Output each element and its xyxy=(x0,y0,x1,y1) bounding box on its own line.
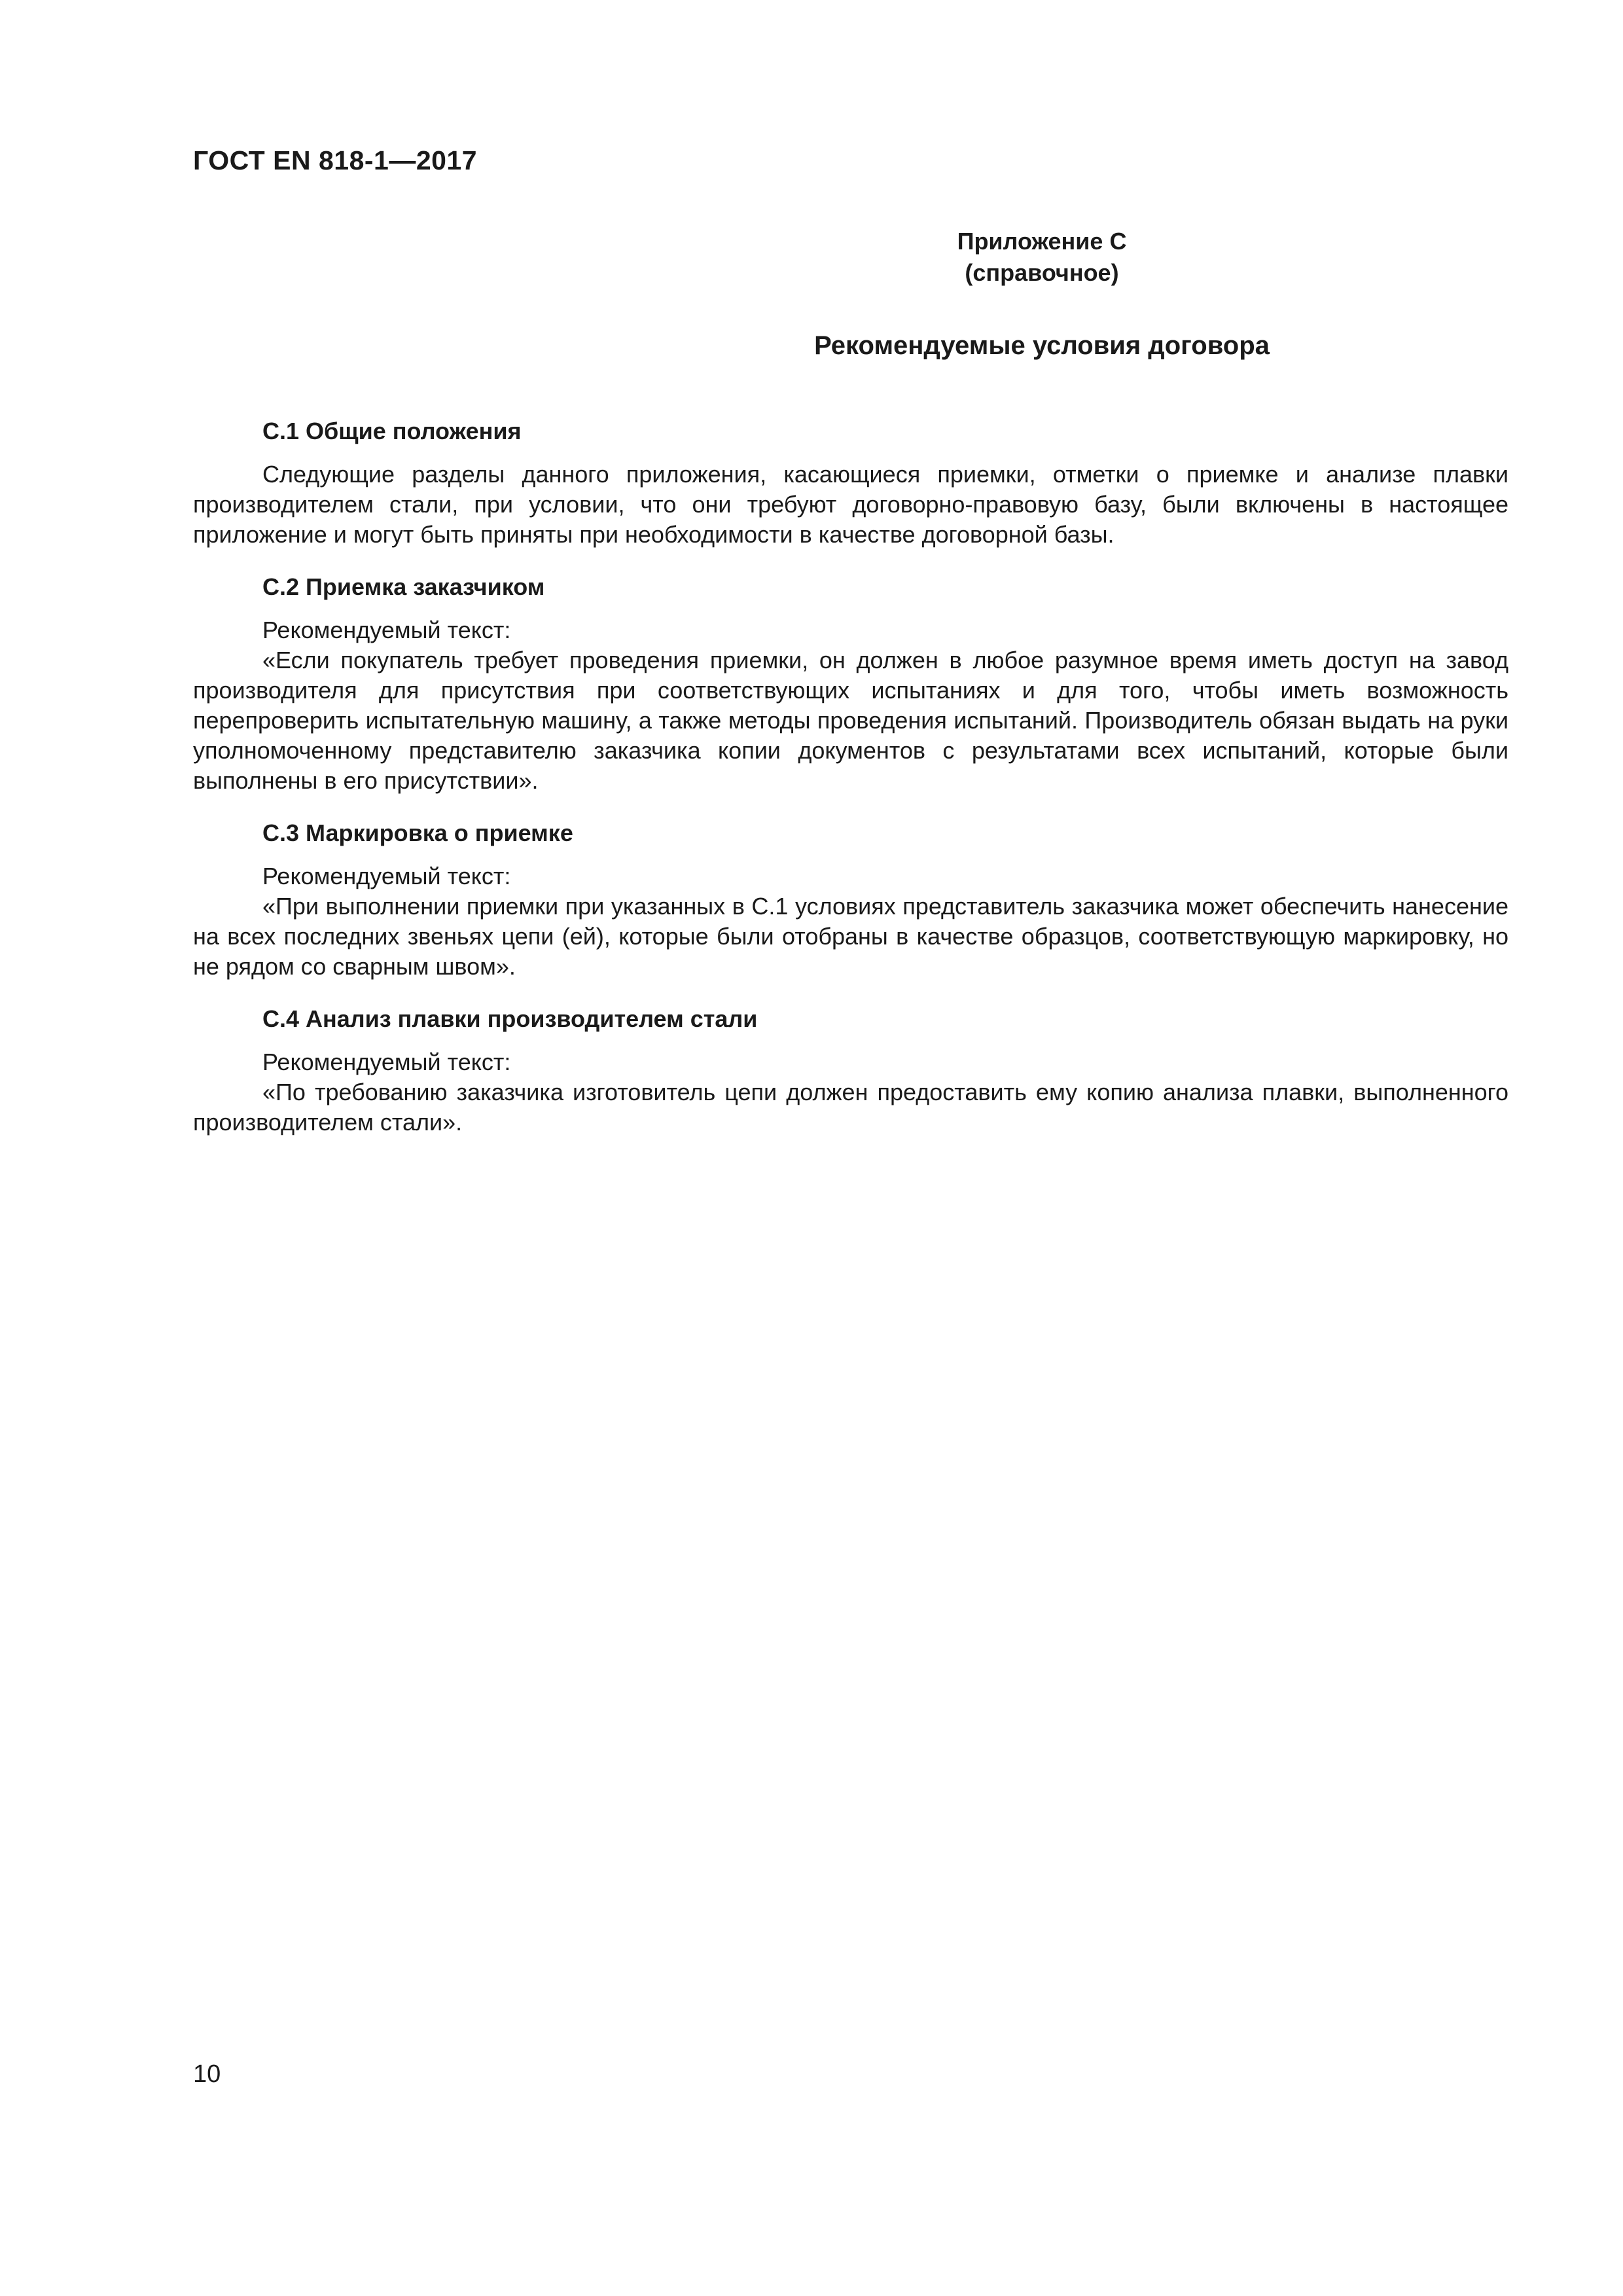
paragraph: Рекомендуемый текст: xyxy=(262,863,511,889)
page-number: 10 xyxy=(193,2060,221,2088)
section-heading: С.4 Анализ плавки производителем стали xyxy=(262,1005,758,1032)
annex-heading xyxy=(193,226,1508,289)
annex-body xyxy=(193,416,1508,1160)
paragraph: «При выполнении приемки при указанных в С.1 условиях представитель заказчика может обеспечить нанесение на всех последних звеньях цепи (ей), которые были отобраны в качестве образцов, соответствующую маркировку, но не рядом со сварным швом». xyxy=(193,893,1508,980)
section-heading: С.2 Приемка заказчиком xyxy=(262,573,545,600)
annex-status: (справочное) xyxy=(965,259,1119,286)
annex-label: Приложение С xyxy=(957,228,1127,255)
paragraph: Рекомендуемый текст: xyxy=(262,1049,511,1075)
paragraph: «По требованию заказчика изготовитель цепи должен предоставить ему копию анализа плавки, выполненного производителем стали». xyxy=(193,1079,1508,1136)
section-heading: С.3 Маркировка о приемке xyxy=(262,819,573,846)
section-c4 xyxy=(193,1004,1508,1138)
section-c1 xyxy=(193,416,1508,550)
section-c3 xyxy=(193,818,1508,982)
section-heading: С.1 Общие положения xyxy=(262,418,522,444)
section-c2 xyxy=(193,572,1508,796)
annex-title: Рекомендуемые условия договора xyxy=(814,331,1270,360)
paragraph: «Если покупатель требует проведения приемки, он должен в любое разумное время иметь доступ на завод производителя для присутствия при соответствующих испытаниях и для того, чтобы иметь возможность перепроверить испытательную машину, а также методы проведения испытаний. Производитель обязан выдать на руки уполномоченному представителю заказчика копии документов с результатами всех испытаний, которые были выполнены в его присутствии». xyxy=(193,647,1508,794)
paragraph: Рекомендуемый текст: xyxy=(262,617,511,643)
page-header-standard-code: ГОСТ EN 818-1—2017 xyxy=(193,145,478,175)
paragraph: Следующие разделы данного приложения, касающиеся приемки, отметки о приемке и анализе плавки производителем стали, при условии, что они требуют договорно-правовую базу, были включены в настоящее приложение и могут быть приняты при необходимости в качестве договорной базы. xyxy=(193,461,1508,548)
